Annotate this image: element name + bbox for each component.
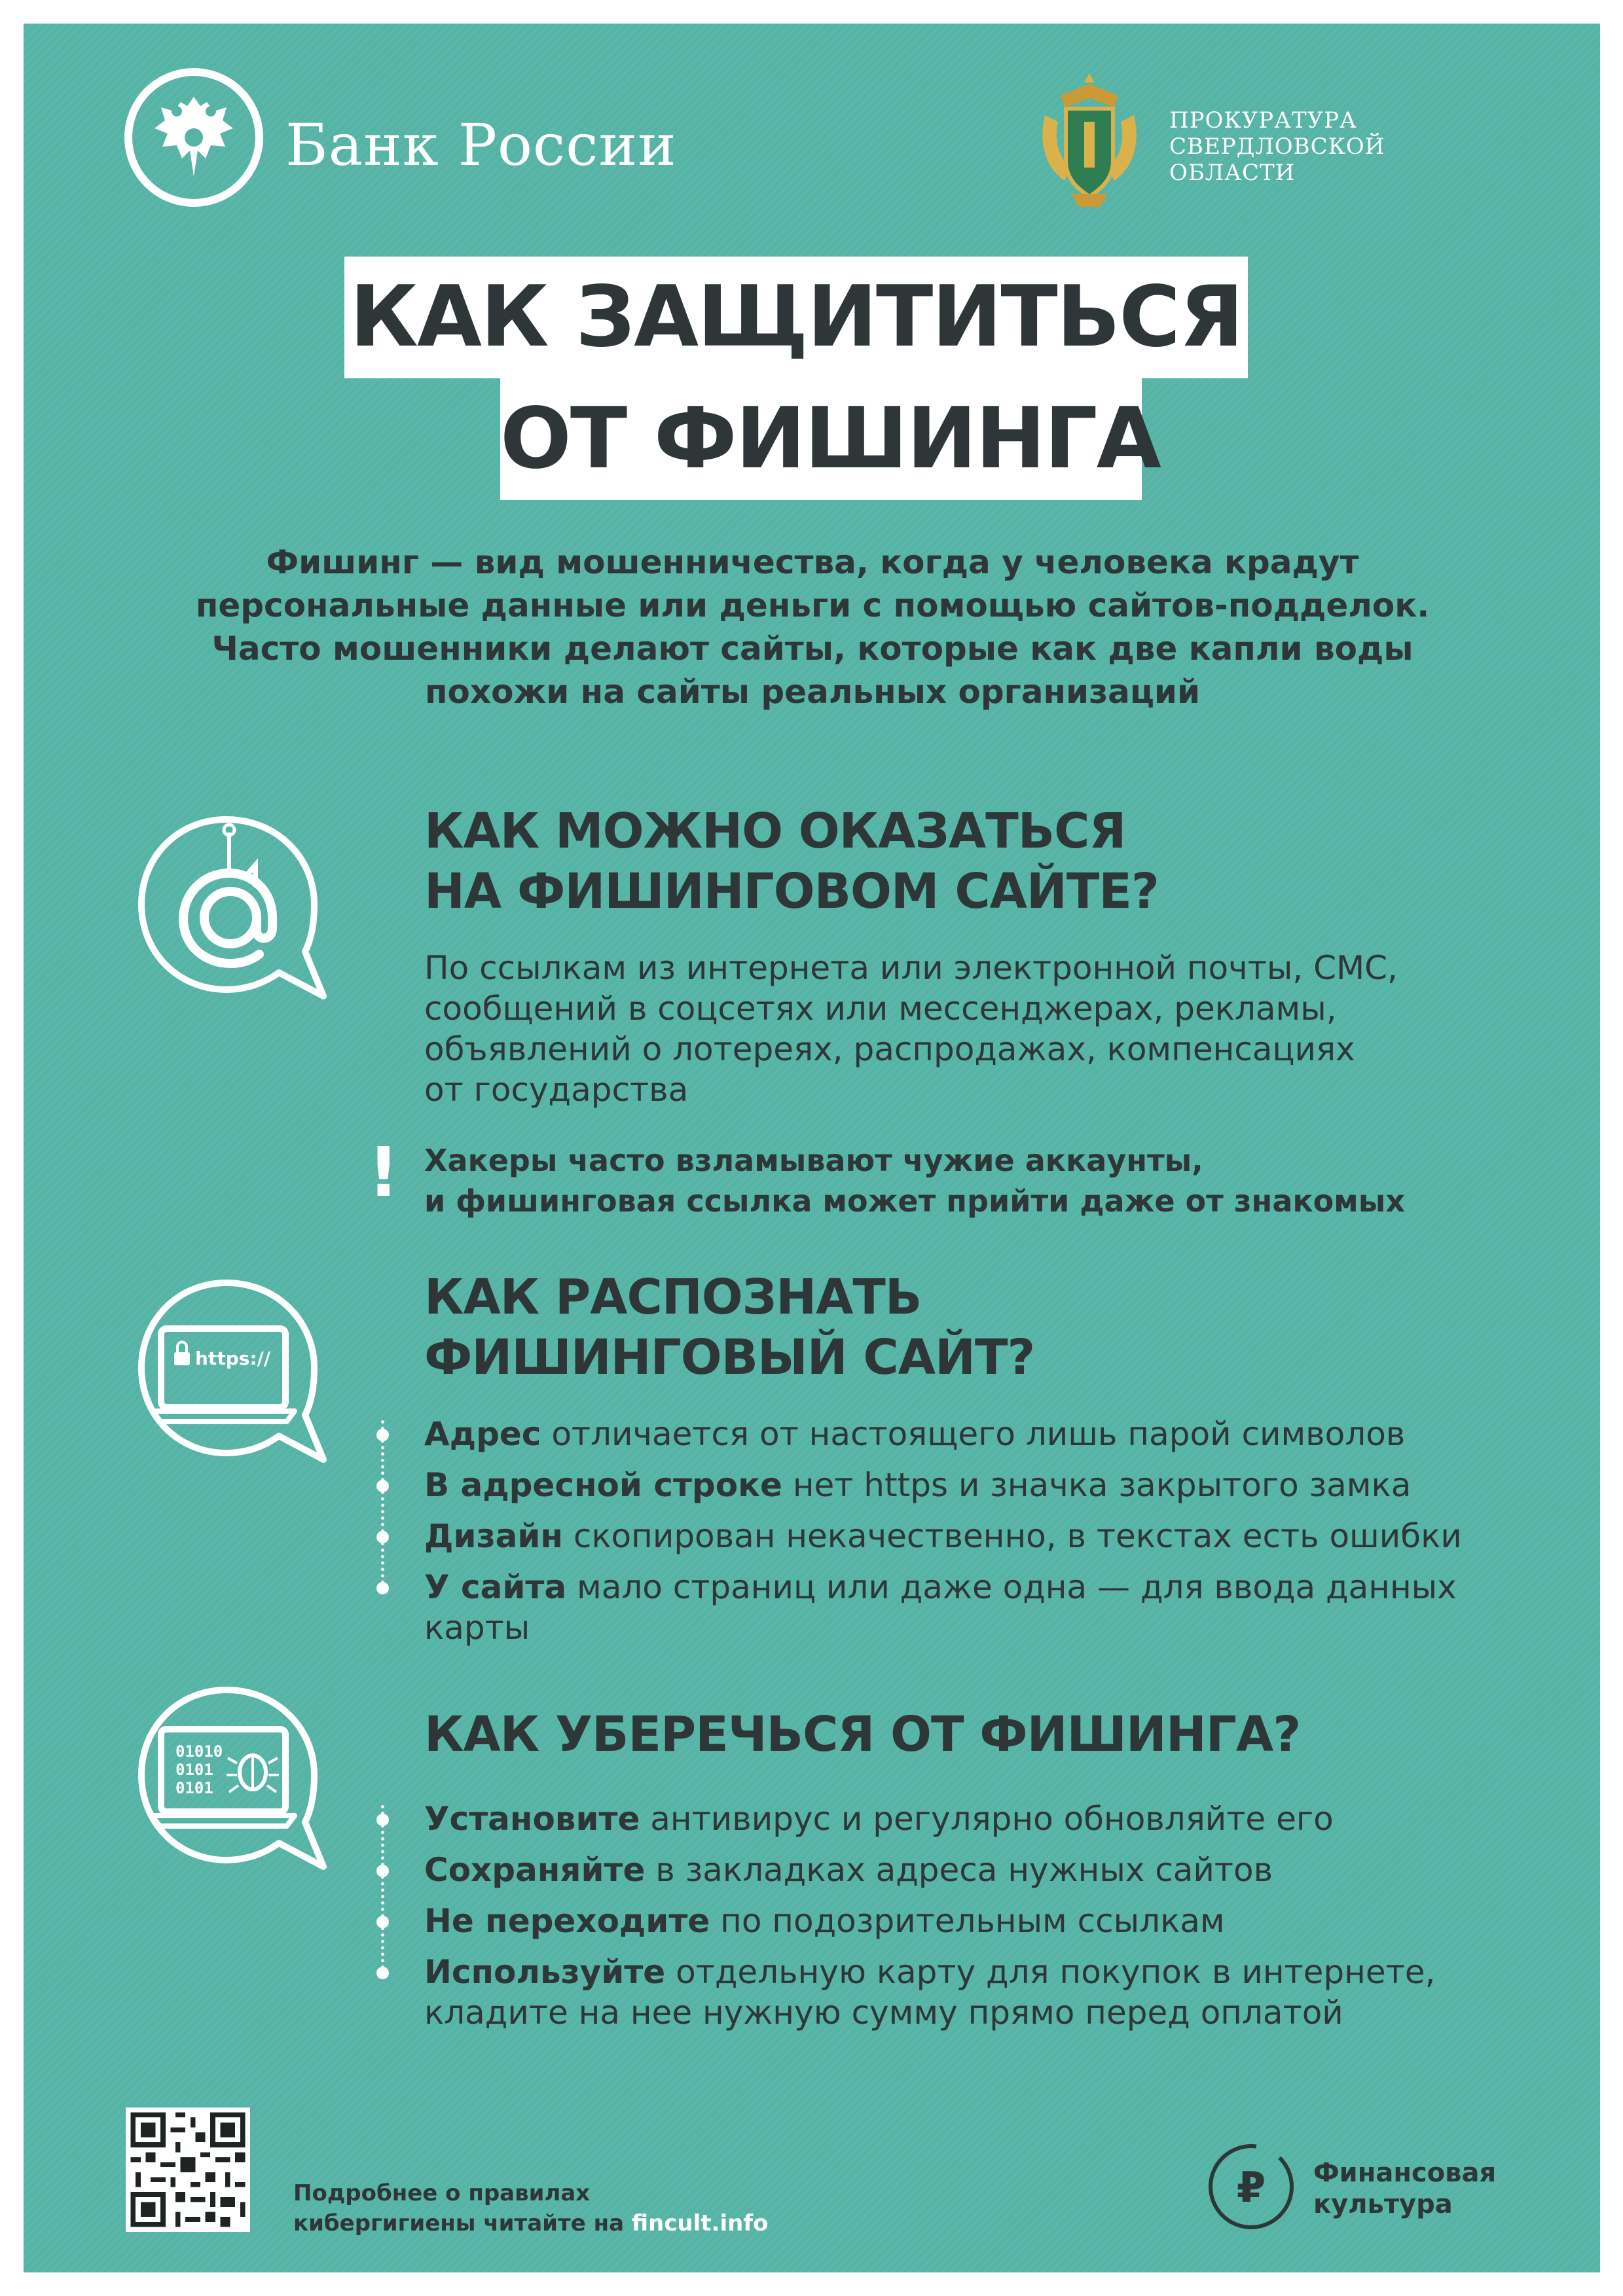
- item-text: в закладках адреса нужных сайтов: [645, 1851, 1273, 1889]
- item-text: нет https и значка закрытого замка: [782, 1466, 1412, 1504]
- list-item: [424, 1465, 1462, 1505]
- recognize-list: [424, 1414, 1462, 1648]
- item-text: скопирован некачественно, в текстах есть ошибки: [562, 1517, 1462, 1555]
- poster-title-line-2: ОТ ФИШИНГА: [500, 378, 1142, 500]
- warning-note: [424, 1140, 1405, 1221]
- bullet-dotted-line: [381, 1420, 384, 1590]
- fincult-link[interactable]: fincult.info: [631, 2210, 769, 2236]
- item-keyword: Установите: [424, 1800, 640, 1838]
- body-line: сообщений в соцсетях или мессенджерах, рекламы,: [424, 990, 1337, 1028]
- prosecutor-office-name: [1169, 107, 1385, 186]
- prosecutor-line: ОБЛАСТИ: [1169, 160, 1296, 186]
- item-text: мало страниц или даже одна — для ввода данных: [566, 1568, 1457, 1606]
- ruble-circle-icon: [1202, 2138, 1300, 2236]
- heading-line: КАК РАСПОЗНАТЬ: [424, 1269, 922, 1325]
- bullet-dot: [376, 1967, 389, 1979]
- bullet-dot: [376, 1582, 389, 1594]
- prosecutor-office-logo: [1032, 69, 1464, 220]
- code-line: 0101: [175, 1761, 213, 1779]
- laptop-bug-icon: [115, 1683, 351, 1906]
- financial-culture-name: [1313, 2157, 1496, 2220]
- item-keyword: Сохраняйте: [424, 1851, 646, 1889]
- double-headed-eagle-icon: [122, 65, 266, 209]
- list-item: [424, 1901, 1435, 1941]
- item-text: отдельную карту для покупок в интернете,: [665, 1953, 1436, 1991]
- protect-list: [424, 1799, 1435, 2033]
- bullet-dotted-line: [381, 1805, 384, 1975]
- list-item: [424, 1850, 1435, 1890]
- section-heading-how-to-get-to-phishing-site: [424, 801, 1159, 922]
- item-keyword: В адресной строке: [424, 1466, 782, 1504]
- item-text: отличается от настоящего лишь парой символов: [541, 1415, 1406, 1453]
- section-heading-how-to-protect: КАК УБЕРЕЧЬСЯ ОТ ФИШИНГА?: [424, 1706, 1301, 1763]
- list-item-continuation: карты: [424, 1609, 530, 1647]
- ruble-symbol: ₽: [1236, 2164, 1266, 2212]
- prosecutor-line: ПРОКУРАТУРА: [1169, 107, 1357, 134]
- bullet-dot: [376, 1480, 389, 1492]
- brand-line: Финансовая: [1313, 2158, 1497, 2188]
- bank-of-russia-logo: [122, 65, 711, 223]
- item-keyword: У сайта: [424, 1568, 567, 1606]
- intro-paragraph: [155, 541, 1470, 713]
- code-line: 0101: [175, 1779, 213, 1797]
- footer-line: [293, 2208, 768, 2238]
- warning-line: и фишинговая ссылка может прийти даже от знакомых: [424, 1183, 1406, 1219]
- qr-code[interactable]: [126, 2108, 250, 2232]
- heading-line: НА ФИШИНГОВОМ САЙТЕ?: [424, 863, 1159, 920]
- bank-name: Банк России: [285, 111, 677, 179]
- bullet-dot: [376, 1531, 389, 1543]
- exclamation-icon: !: [368, 1132, 399, 1212]
- warning-line: Хакеры часто взламывают чужие аккаунты,: [424, 1143, 1203, 1178]
- bullet-dot: [376, 1916, 389, 1928]
- item-keyword: Не переходите: [424, 1902, 710, 1940]
- body-line: По ссылкам из интернета или электронной почты, СМС,: [424, 949, 1398, 987]
- prosecutor-line: СВЕРДЛОВСКОЙ: [1169, 134, 1385, 160]
- laptop-https-icon: [115, 1276, 351, 1499]
- phishing-hook-at-icon: [115, 806, 351, 1029]
- item-keyword: Используйте: [424, 1953, 666, 1991]
- section1-body: [424, 948, 1398, 1110]
- footer-line-text: кибергигиены читайте на: [293, 2210, 632, 2236]
- poster-title-line-1: КАК ЗАЩИТИТЬСЯ: [344, 257, 1248, 378]
- list-item: [424, 1516, 1462, 1556]
- brand-line: культура: [1313, 2189, 1453, 2219]
- body-line: объявлений о лотереях, распродажах, компенсациях: [424, 1030, 1355, 1068]
- footer-line: Подробнее о правилах: [293, 2180, 591, 2206]
- item-keyword: Дизайн: [424, 1517, 563, 1555]
- list-item: [424, 1799, 1435, 1839]
- list-item: [424, 1414, 1462, 1454]
- poster: [24, 24, 1600, 2272]
- item-text: по подозрительным ссылкам: [710, 1902, 1225, 1940]
- list-item-continuation: кладите на нее нужную сумму прямо перед оплатой: [424, 1994, 1343, 2032]
- item-keyword: Адрес: [424, 1415, 541, 1453]
- list-item: [424, 1952, 1435, 1992]
- bullet-dot: [376, 1865, 389, 1877]
- https-label: https://: [195, 1348, 271, 1369]
- intro-line: Фишинг — вид мошенничества, когда у человека крадут: [266, 543, 1359, 581]
- prosecutor-emblem-icon: [1032, 69, 1147, 213]
- intro-line: похожи на сайты реальных организаций: [424, 673, 1200, 711]
- list-item: [424, 1567, 1462, 1607]
- body-line: от государства: [424, 1071, 689, 1109]
- bullet-dot: [376, 1814, 389, 1826]
- intro-line: персональные данные или деньги с помощью сайтов-подделок.: [195, 586, 1430, 624]
- item-text: антивирус и регулярно обновляйте его: [640, 1800, 1334, 1838]
- bullet-dot: [376, 1429, 389, 1441]
- heading-line: КАК МОЖНО ОКАЗАТЬСЯ: [424, 803, 1126, 859]
- heading-line: ФИШИНГОВЫЙ САЙТ?: [424, 1329, 1035, 1386]
- footer-note: [293, 2178, 768, 2238]
- financial-culture-logo: [1202, 2138, 1542, 2242]
- code-line: 01010: [175, 1742, 223, 1761]
- section-heading-how-to-recognize: [424, 1267, 1034, 1388]
- intro-line: Часто мошенники делают сайты, которые как две капли воды: [211, 630, 1413, 668]
